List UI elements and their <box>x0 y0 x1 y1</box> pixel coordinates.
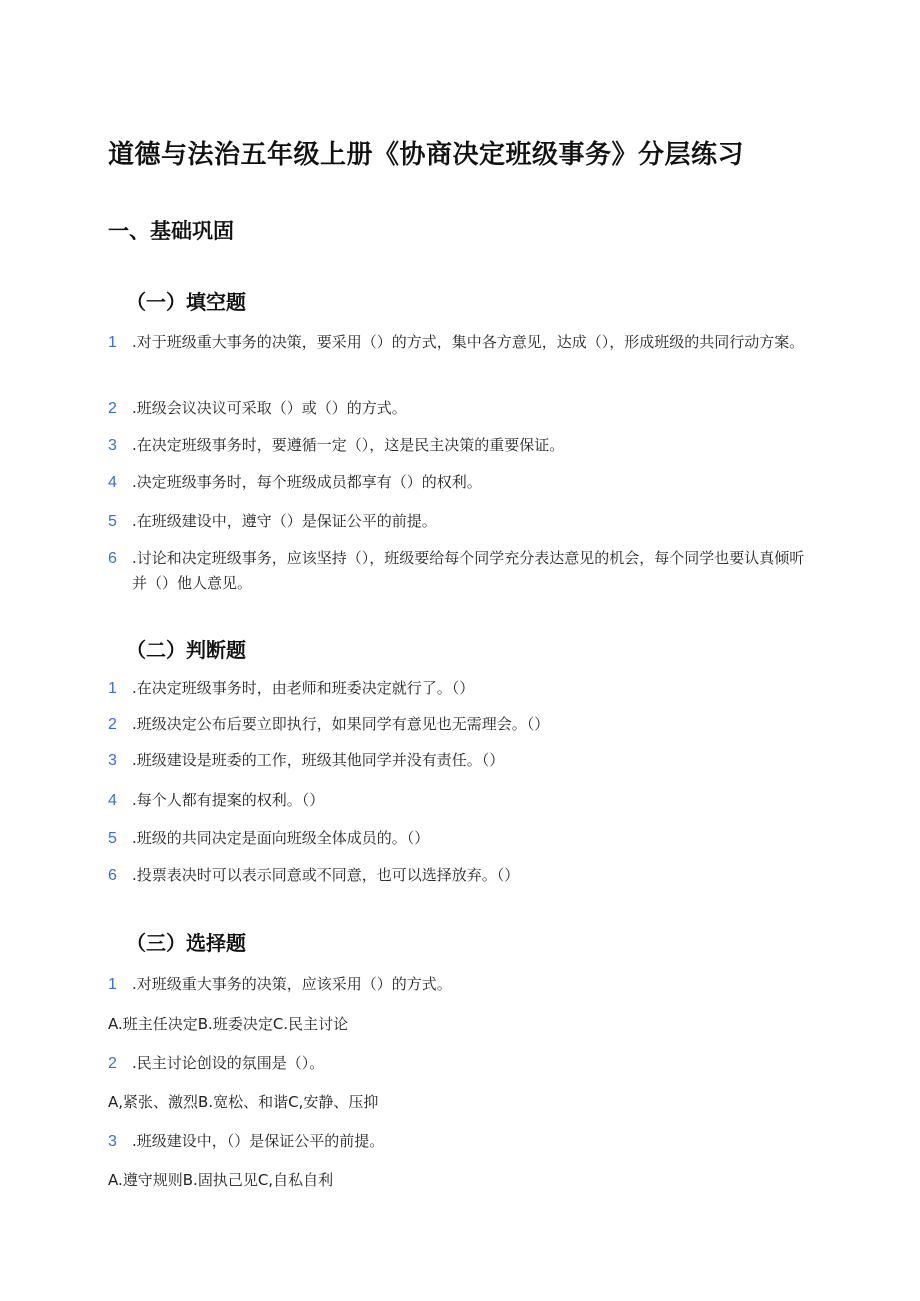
question-text: .班级建设是班委的工作，班级其他同学并没有责任。（） <box>132 751 505 769</box>
true-false-question <box>108 863 808 888</box>
question-text: .讨论和决定班级事务，应该坚持（），班级要给每个同学充分表达意见的机会，每个同学也要认真倾听并（）他人意见。 <box>132 549 805 592</box>
question-number: 1 <box>108 680 117 697</box>
fill-blank-question <box>108 470 808 495</box>
fill-blank-question <box>108 546 808 596</box>
question-text: .班级建设中，（）是保证公平的前提。 <box>132 1132 385 1150</box>
question-text: .在班级建设中，遵守（）是保证公平的前提。 <box>132 512 437 530</box>
question-text: .在决定班级事务时，要遵循一定（），这是民主决策的重要保证。 <box>132 436 565 454</box>
fill-blank-question <box>108 433 808 458</box>
question-number: 2 <box>108 400 117 417</box>
question-number: 1 <box>108 334 117 351</box>
question-number: 6 <box>108 867 117 884</box>
true-false-question <box>108 748 808 773</box>
subsection-heading-fill-blank: （一）填空题 <box>126 290 246 314</box>
question-number: 3 <box>108 1133 117 1150</box>
fill-blank-question <box>108 509 808 534</box>
question-number: 2 <box>108 716 117 733</box>
question-number: 6 <box>108 550 117 567</box>
question-options: A.班主任决定B.班委决定C.民主讨论 <box>108 1015 349 1033</box>
question-text: .决定班级事务时，每个班级成员都享有（）的权利。 <box>132 473 482 491</box>
question-number: 3 <box>108 752 117 769</box>
section-heading-basic: 一、基础巩固 <box>108 219 234 243</box>
fill-blank-question <box>108 330 808 355</box>
question-text: .班级决定公布后要立即执行，如果同学有意见也无需理会。（） <box>132 715 550 733</box>
question-text: .在决定班级事务时，由老师和班委决定就行了。（） <box>132 679 475 697</box>
question-options: A.遵守规则B.固执己见C,自私自利 <box>108 1171 334 1189</box>
question-number: 4 <box>108 474 117 491</box>
question-text: .民主讨论创设的氛围是（）。 <box>132 1054 325 1072</box>
question-options: A,紧张、激烈B.宽松、和谐C,安静、压抑 <box>108 1093 379 1111</box>
true-false-question <box>108 676 808 701</box>
true-false-question <box>108 712 808 737</box>
question-number: 1 <box>108 976 117 993</box>
true-false-question <box>108 826 808 851</box>
subsection-heading-multiple-choice: （三）选择题 <box>126 931 246 955</box>
multiple-choice-question <box>108 972 808 997</box>
question-number: 3 <box>108 437 117 454</box>
question-text: .对班级重大事务的决策，应该采用（）的方式。 <box>132 975 452 993</box>
multiple-choice-question <box>108 1051 808 1076</box>
multiple-choice-question <box>108 1129 808 1154</box>
question-text: .对于班级重大事务的决策，要采用（）的方式，集中各方意见，达成（），形成班级的共同行动方案。 <box>132 333 805 351</box>
question-number: 2 <box>108 1055 117 1072</box>
fill-blank-question <box>108 396 808 421</box>
question-text: .班级的共同决定是面向班级全体成员的。（） <box>132 829 430 847</box>
question-text: .班级会议决议可采取（）或（）的方式。 <box>132 399 407 417</box>
question-text: .每个人都有提案的权利。（） <box>132 791 325 809</box>
true-false-question <box>108 788 808 813</box>
question-text: .投票表决时可以表示同意或不同意，也可以选择放弃。（） <box>132 866 520 884</box>
subsection-heading-true-false: （二）判断题 <box>126 638 246 662</box>
question-number: 4 <box>108 792 117 809</box>
page-title: 道德与法治五年级上册《协商决定班级事务》分层练习 <box>108 140 745 170</box>
question-number: 5 <box>108 830 117 847</box>
question-number: 5 <box>108 513 117 530</box>
